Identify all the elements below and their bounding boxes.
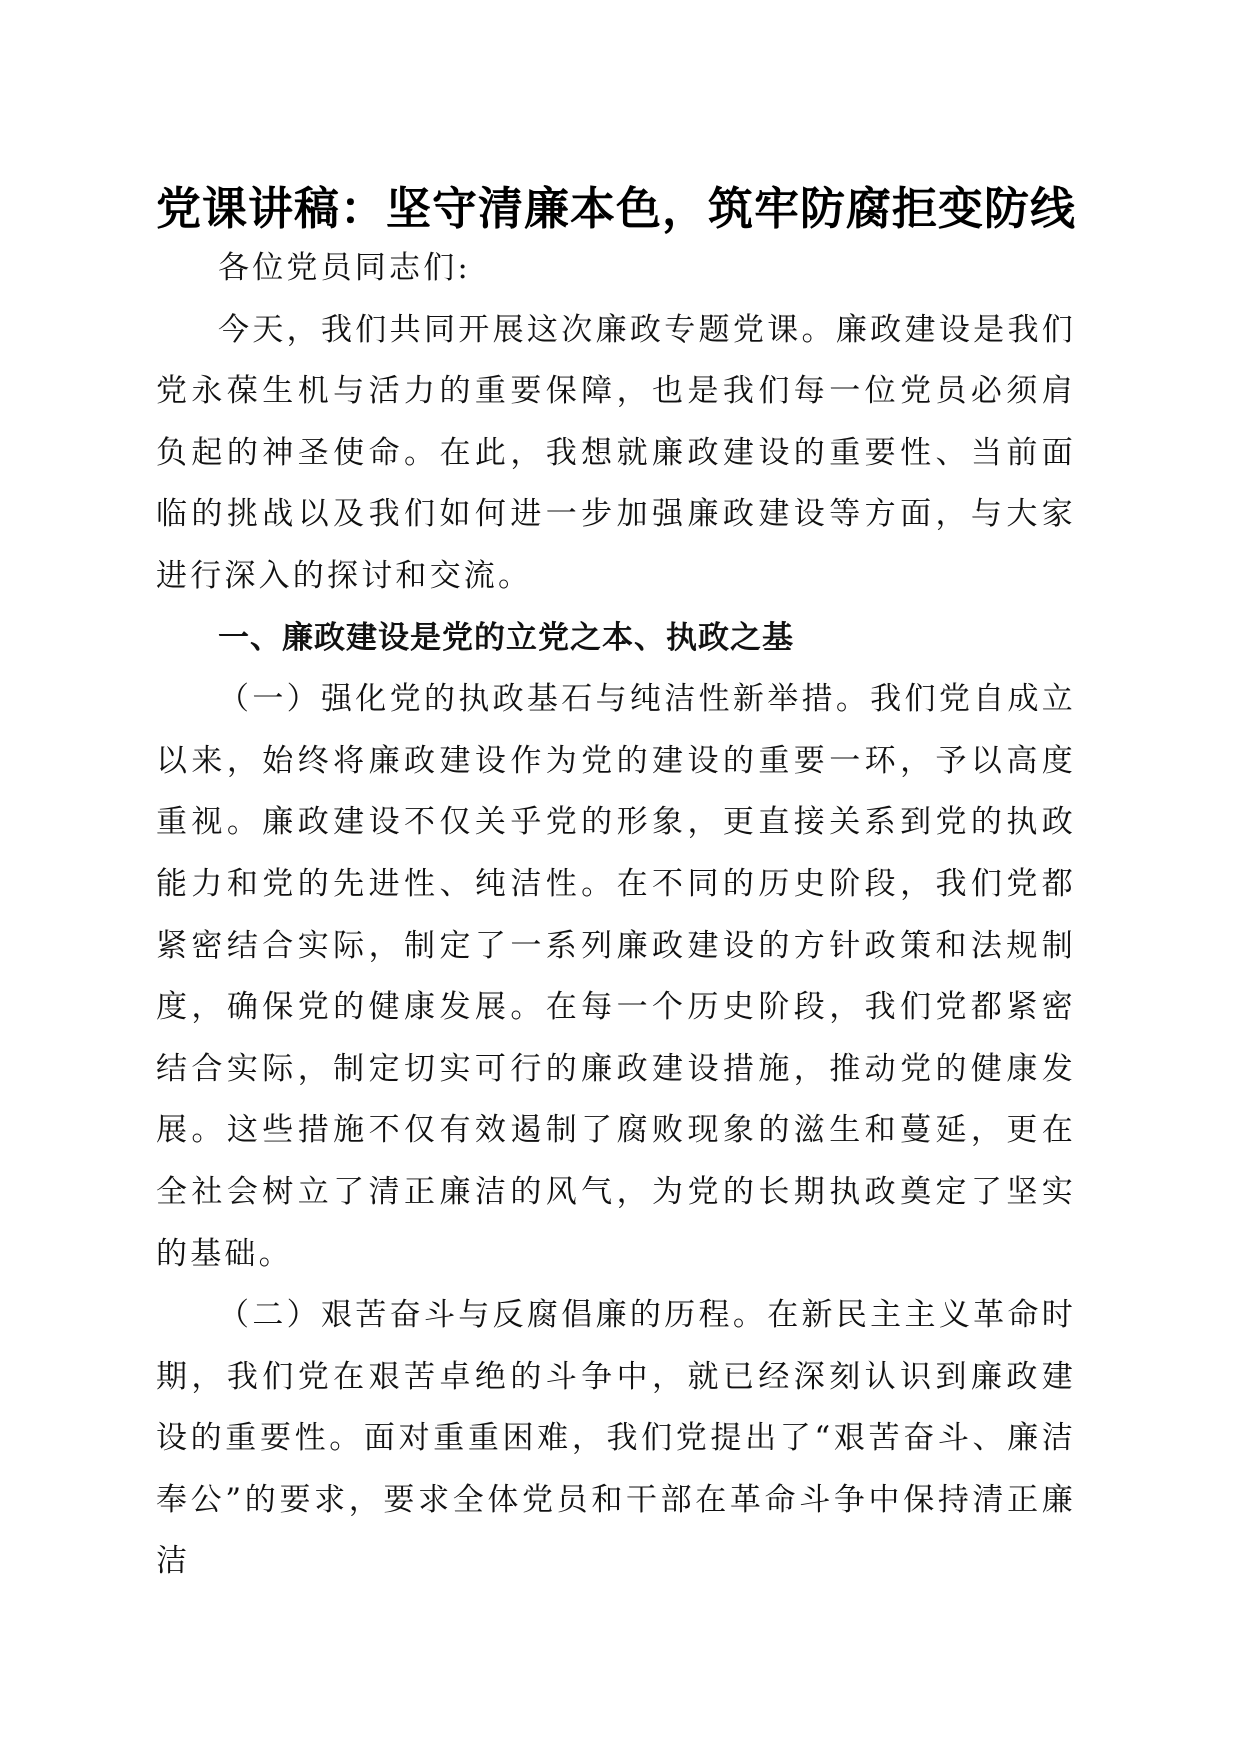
paragraph-intro: 今天，我们共同开展这次廉政专题党课。廉政建设是我们党永葆生机与活力的重要保障，也是我们每一位党员必须肩负起的神圣使命。在此，我想就廉政建设的重要性、当前面临的挑战以及我们如何进一步加强廉政建设等方面，与大家进行深入的探讨和交流。 — [156, 311, 1076, 594]
salutation: 各位党员同志们: — [218, 250, 472, 286]
document-title: 党课讲稿：坚守清廉本色，筑牢防腐拒变防线 — [156, 182, 1077, 235]
document-body — [156, 238, 1076, 1593]
paragraph-subsection-2: （二）艰苦奋斗与反腐倡廉的历程。在新民主主义革命时期，我们党在艰苦卓绝的斗争中，就已经深刻认识到廉政建设的重要性。面对重重困难，我们党提出了“艰苦奋斗、廉洁奉公”的要求，要求全体党员和干部在革命斗争中保持清正廉洁 — [156, 1297, 1076, 1580]
paragraph-subsection-1: （一）强化党的执政基石与纯洁性新举措。我们党自成立以来，始终将廉政建设作为党的建设的重要一环，予以高度重视。廉政建设不仅关乎党的形象，更直接关系到党的执政能力和党的先进性、纯洁性。在不同的历史阶段，我们党都紧密结合实际，制定了一系列廉政建设的方针政策和法规制度，确保党的健康发展。在每一个历史阶段，我们党都紧密结合实际，制定切实可行的廉政建设措施，推动党的健康发展。这些措施不仅有效遏制了腐败现象的滋生和蔓延，更在全社会树立了清正廉洁的风气，为党的长期执政奠定了坚实的基础。 — [156, 681, 1076, 1272]
section-heading: 一、廉政建设是党的立党之本、执政之基 — [218, 619, 794, 656]
